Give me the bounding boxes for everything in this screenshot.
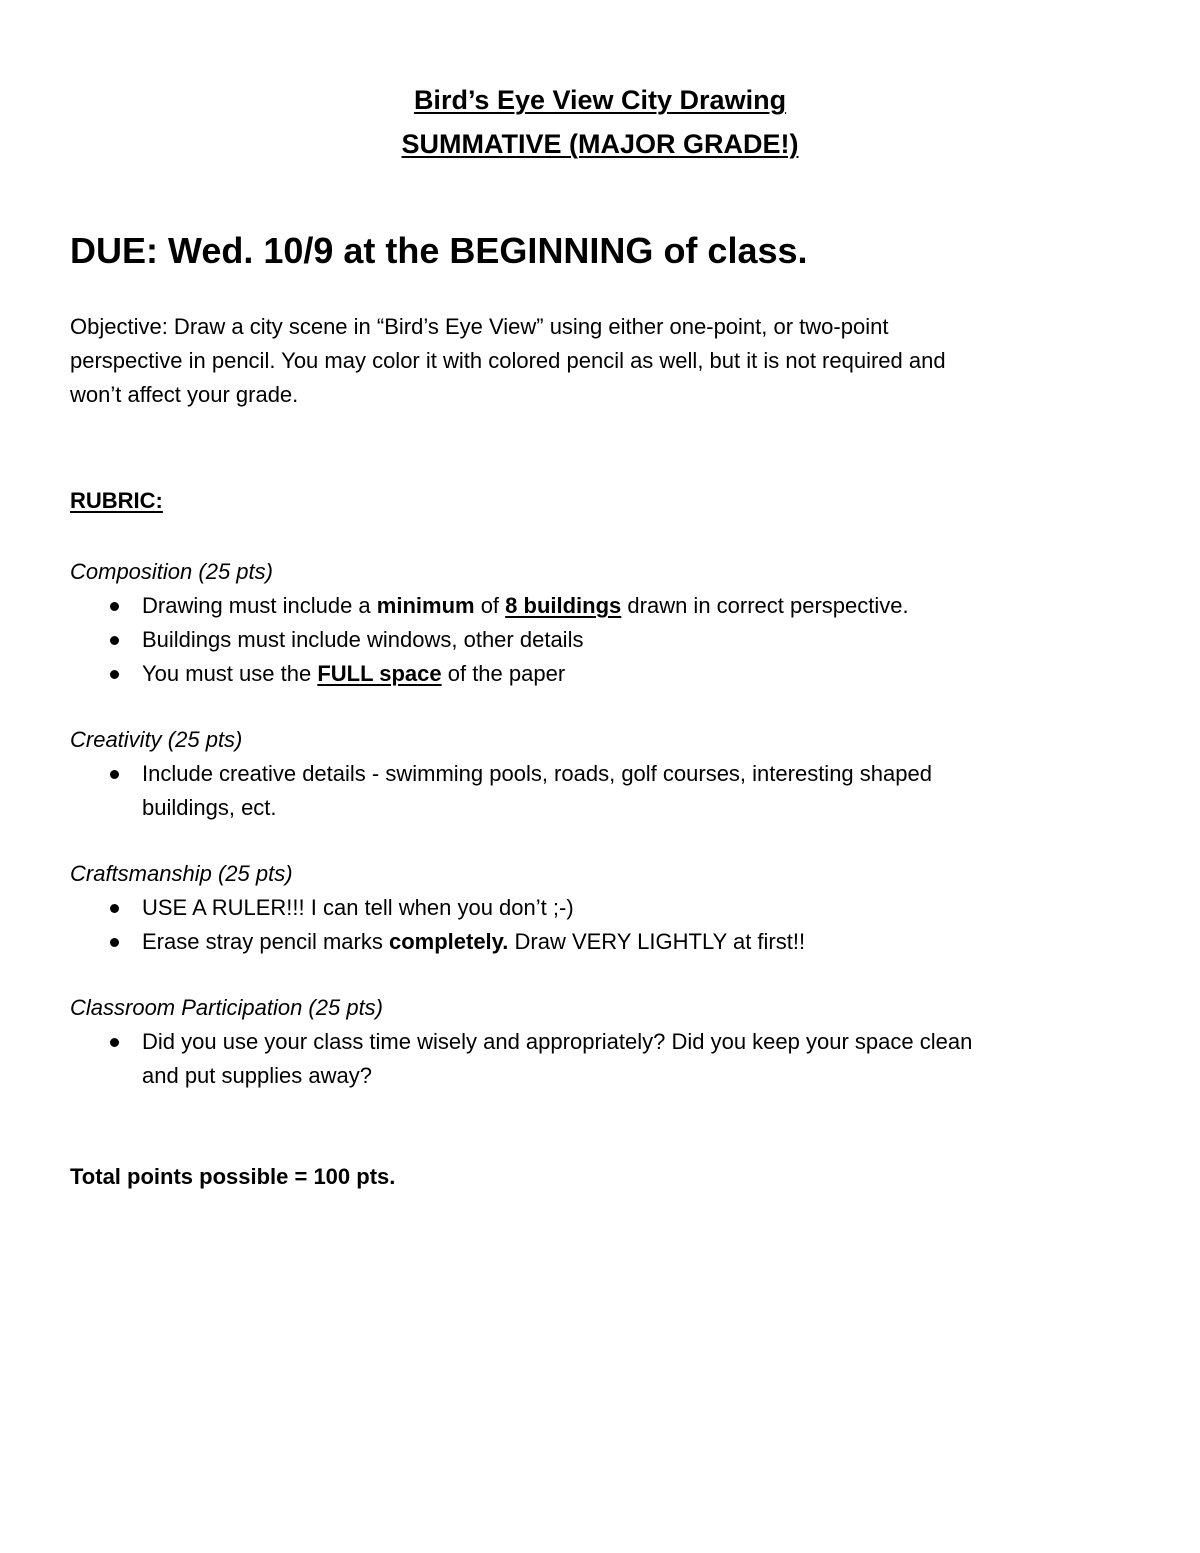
bullet-text: Erase stray pencil marks xyxy=(142,929,389,954)
bullet-text: Include creative details - swimming pools, roads, golf courses, interesting shaped xyxy=(142,761,932,786)
list-item xyxy=(70,1025,1130,1093)
title-line-2: SUMMATIVE (MAJOR GRADE!) xyxy=(401,129,799,159)
bullet-text: Buildings must include windows, other details xyxy=(142,627,584,652)
objective-paragraph xyxy=(70,310,1120,412)
bold-text: minimum xyxy=(376,593,475,618)
objective-line: won’t affect your grade. xyxy=(70,382,299,407)
craftsmanship-section xyxy=(70,857,1130,959)
participation-list xyxy=(70,1025,1130,1093)
list-item xyxy=(70,589,1130,623)
total-points: Total points possible = 100 pts. xyxy=(70,1164,396,1189)
bullet-text: USE A RULER!!! I can tell when you don’t ;-) xyxy=(142,895,574,920)
objective-line: perspective in pencil. You may color it with colored pencil as well, but it is not required and xyxy=(70,348,946,373)
composition-title: Composition (25 pts) xyxy=(70,559,273,584)
bullet-text: You must use the xyxy=(142,661,318,686)
bullet-icon xyxy=(110,770,119,779)
bullet-icon xyxy=(110,938,119,947)
participation-section xyxy=(70,991,1130,1093)
objective-line: Objective: Draw a city scene in “Bird’s Eye View” using either one-point, or two-point xyxy=(70,314,889,339)
composition-section xyxy=(70,555,1130,691)
bullet-icon xyxy=(110,670,119,679)
craftsmanship-list xyxy=(70,891,1130,959)
list-item xyxy=(70,891,1130,925)
bullet-text: Draw VERY LIGHTLY at first!! xyxy=(508,929,806,954)
emphasis-text: FULL space xyxy=(317,661,442,686)
bullet-text: Drawing must include a xyxy=(142,593,377,618)
bullet-icon xyxy=(110,602,119,611)
bullet-text: buildings, ect. xyxy=(142,795,277,820)
craftsmanship-title: Craftsmanship (25 pts) xyxy=(70,861,293,886)
creativity-title: Creativity (25 pts) xyxy=(70,727,243,752)
emphasis-text: 8 buildings xyxy=(505,593,622,618)
creativity-section xyxy=(70,723,1130,825)
title-line-1: Bird’s Eye View City Drawing xyxy=(413,85,787,115)
list-item xyxy=(70,623,1130,657)
list-item xyxy=(70,925,1130,959)
bullet-text: of the paper xyxy=(441,661,566,686)
creativity-list xyxy=(70,757,1130,825)
composition-list xyxy=(70,589,1130,691)
rubric-heading: RUBRIC: xyxy=(70,488,163,513)
list-item xyxy=(70,657,1130,691)
list-item xyxy=(70,757,1130,825)
document-title xyxy=(0,78,1200,166)
due-date-heading: DUE: Wed. 10/9 at the BEGINNING of class. xyxy=(70,230,808,271)
bullet-icon xyxy=(110,636,119,645)
bullet-text: Did you use your class time wisely and appropriately? Did you keep your space clean xyxy=(142,1029,973,1054)
bullet-text: of xyxy=(474,593,506,618)
bullet-text: drawn in correct perspective. xyxy=(621,593,909,618)
bold-text: completely. xyxy=(388,929,509,954)
bullet-icon xyxy=(110,1038,119,1047)
bullet-icon xyxy=(110,904,119,913)
bullet-text: and put supplies away? xyxy=(142,1063,372,1088)
participation-title: Classroom Participation (25 pts) xyxy=(70,995,384,1020)
